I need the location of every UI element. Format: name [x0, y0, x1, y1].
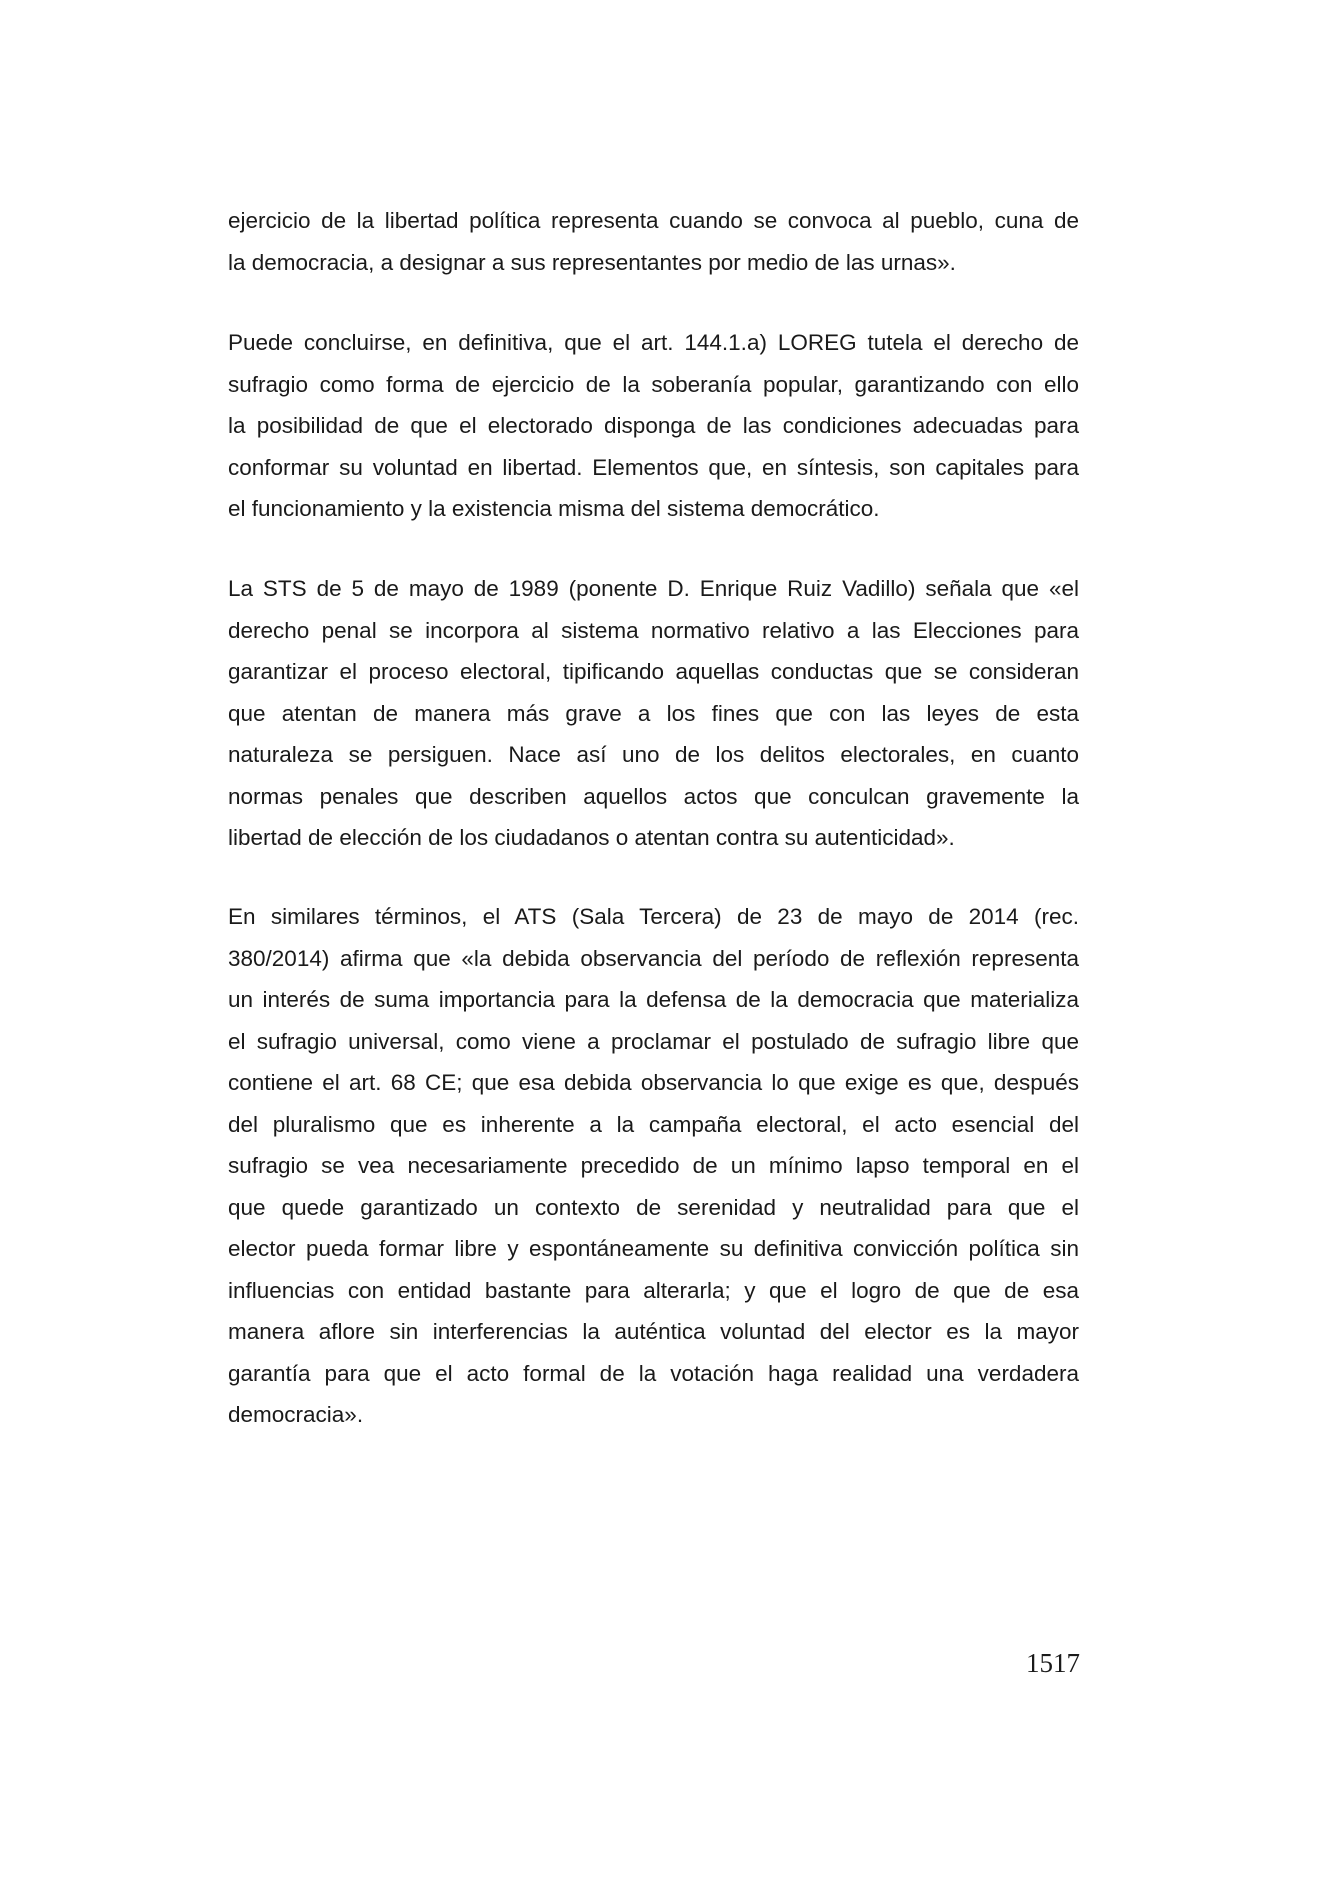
paragraph-line: la posibilidad de que el electorado disponga de las condiciones adecuadas para: [228, 413, 1079, 438]
paragraph-line: un interés de suma importancia para la defensa de la democracia que materializa: [228, 987, 1079, 1012]
paragraph-line: del pluralismo que es inherente a la campaña electoral, el acto esencial del: [228, 1111, 1079, 1137]
paragraph-line: La STS de 5 de mayo de 1989 (ponente D. Enrique Ruiz Vadillo) señala que «el: [228, 576, 1079, 601]
paragraph-line: la democracia, a designar a sus representantes por medio de las urnas».: [228, 249, 956, 275]
paragraph-3: [228, 568, 1079, 859]
page-number: 1517: [1026, 1648, 1080, 1678]
paragraph-line: Puede concluirse, en definitiva, que el art. 144.1.a) LOREG tutela el derecho de: [228, 330, 1079, 355]
paragraph-line: normas penales que describen aquellos actos que conculcan gravemente la: [228, 783, 1079, 809]
paragraph-line: que quede garantizado un contexto de serenidad y neutralidad para que el: [228, 1194, 1079, 1220]
paragraph-line: garantía para que el acto formal de la votación haga realidad una verdadera: [228, 1360, 1079, 1386]
paragraph-line: elector pueda formar libre y espontáneamente su definitiva convicción política sin: [228, 1236, 1079, 1261]
paragraph-line: el sufragio universal, como viene a proclamar el postulado de sufragio libre que: [228, 1028, 1079, 1054]
paragraph-line: democracia».: [228, 1402, 364, 1427]
paragraph-line: contiene el art. 68 CE; que esa debida observancia lo que exige es que, después: [228, 1070, 1079, 1095]
paragraph-4: [228, 896, 1079, 1436]
paragraph-1: [228, 200, 1079, 283]
paragraph-line: En similares términos, el ATS (Sala Tercera) de 23 de mayo de 2014 (rec.: [228, 904, 1079, 929]
paragraph-line: derecho penal se incorpora al sistema normativo relativo a las Elecciones para: [228, 617, 1079, 643]
paragraph-line: sufragio se vea necesariamente precedido de un mínimo lapso temporal en el: [228, 1153, 1079, 1178]
paragraph-line: manera aflore sin interferencias la auténtica voluntad del elector es la mayor: [228, 1319, 1079, 1344]
paragraph-line: 380/2014) afirma que «la debida observancia del período de reflexión representa: [228, 945, 1079, 971]
paragraph-line: sufragio como forma de ejercicio de la soberanía popular, garantizando con ello: [228, 371, 1079, 397]
paragraph-line: naturaleza se persiguen. Nace así uno de los delitos electorales, en cuanto: [228, 742, 1079, 767]
paragraph-line: influencias con entidad bastante para alterarla; y que el logro de que de esa: [228, 1277, 1079, 1303]
paragraph-line: que atentan de manera más grave a los fines que con las leyes de esta: [228, 700, 1079, 726]
paragraph-line: libertad de elección de los ciudadanos o atentan contra su autenticidad».: [228, 825, 955, 850]
paragraph-line: ejercicio de la libertad política representa cuando se convoca al pueblo, cuna de: [228, 208, 1079, 233]
paragraph-line: garantizar el proceso electoral, tipificando aquellas conductas que se consideran: [228, 659, 1079, 684]
paragraph-2: [228, 322, 1079, 530]
paragraph-line: conformar su voluntad en libertad. Elementos que, en síntesis, son capitales para: [228, 454, 1079, 480]
paragraph-line: el funcionamiento y la existencia misma del sistema democrático.: [228, 496, 880, 521]
